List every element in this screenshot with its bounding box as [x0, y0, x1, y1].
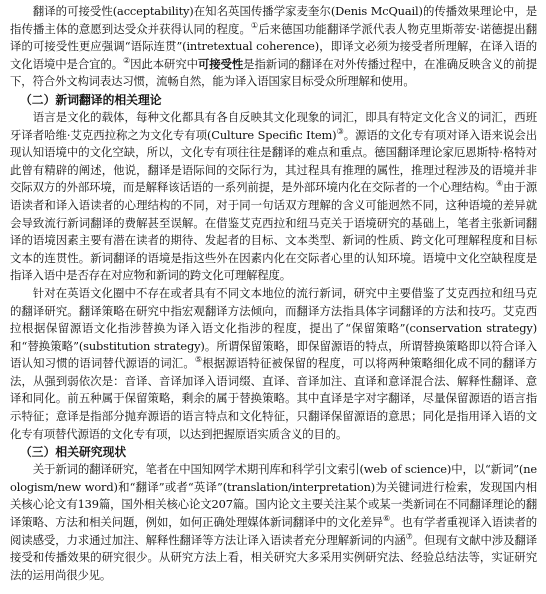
bold-term: 可接受性 — [197, 56, 244, 71]
paragraph-acceptability — [10, 3, 537, 91]
section-heading-theory: （二）新词翻译的相关理论 — [20, 92, 162, 107]
section-heading-research-status: （三）相关研究现状 — [20, 445, 127, 460]
text-span: 关于新词的翻译研究，笔者在中国知网学术期刊库和科学引文索引(web of science)中，以“新词”(neologism/new word)和“翻译”或者“英译”(translation/interpretation)为关键词进行检索，发现国内相关核心论文有139篇，国外相关核心论文207篇。国内论文主要关注某个或某一类新词在不同翻译理论的翻译策略、方法和相关问题，例如，如何正确处理媒体新词翻译中的文化差异 — [10, 462, 537, 530]
footnote-ref[interactable]: ⑥ — [383, 514, 391, 524]
footnote-ref[interactable]: ⑤ — [194, 355, 203, 365]
text-span: 针对在英语文化圈中不存在或者具有不同文本地位的流行新词，研究中主要借鉴了艾克西拉和纽马克的翻译研究。翻译策略在研究中指宏观翻译方法倾向，而翻译方法指具体字词翻译的方法和技巧。艾克西拉根据保留源语文化指涉替换为译入语文化指涉的程度，提出了“保留策略”(conservation strategy)和“替换策略”(substitution strategy)。所谓保留策略，即保留源语的特点，所谓替换策略即以符合译入语认知习惯的语词替代源语的词汇。 — [10, 285, 537, 371]
text-span: 根据源语特征被保留的程度，可以将两种策略细化成不同的翻译方法，从强到弱依次是：音译、音译加译入语词缀、直译、音译加注、直译和意译混合法、解释性翻译、意译和同化。前五种属于保留策略，剩余的属于替换策略。其中直译是字对字翻译，尽量保留源语的语言指示特征；意译是指部分抛弃源语的语言特点和文化特征，只翻译保留源语的意思；同化是指用译入语的文化专有项替代源语的文化专有项，以达到把握原语实质含义的目的。 — [10, 356, 537, 441]
text-span: 翻译的可接受性(acceptability)在知名英国传播学家麦奎尔(Denis McQuail)的传播效果理论中，是指传播主体的意愿到达受众并获得认同的程度。 — [10, 4, 537, 36]
footnote-ref[interactable]: ⑦ — [405, 531, 413, 541]
text-span: 因此本研究中 — [130, 56, 198, 71]
text-span: 。源语的文化专有项对译入语来说会出现认知语境中的文化空缺，所以，文化专有项往往是翻译的难点和重点。德国翻译理论家厄恩斯特·格特对此曾有精辟的阐述，他说，翻译是语际间的交际行为，其过程具有推理的属性，推理过程涉及的语境并非交际双方的外部环境，而是解释该话语的一系列前提，是外部环境内化在交际者的一个心理结构。 — [10, 127, 537, 195]
paragraph-translation-strategies — [10, 285, 537, 443]
footnote-ref[interactable]: ① — [250, 20, 259, 30]
text-span: 由于源语读者和译入语读者的心理结构的不同，对于同一句话双方理解的含义可能迥然不同，这种语境的差异就会导致流行新词翻译的费解甚至误解。在借鉴艾克西拉和纽马克关于语境研究的基础上，笔者主张新词翻译的语境因素主要有潜在读者的期待、发起者的目标、文本类型、新词的性质、跨文化可理解程度和目标文本的连贯性。新词翻译的语境是指这些外在因素内化在交际者心里的认知环境。语境中文化空缺程度是指译入语中是否存在对应物和新词的跨文化可理解程度。 — [10, 180, 537, 283]
footnote-ref[interactable]: ③ — [336, 126, 344, 136]
text-span: 语言是文化的载体，每种文化都具有各自反映其文化现象的词汇，即具有特定文化含义的词汇，西班牙译者哈维·艾克西拉称之为文化专有项(Culture Specific Item) — [10, 109, 537, 142]
paragraph-culture-specific-items — [10, 109, 537, 285]
text-span: 是指新词的翻译在对外传播过程中，在准确反映含义的前提下，符合外文构词表达习惯，流畅自然，能为译入语国家目标受众所理解和使用。 — [10, 56, 537, 89]
footnote-ref[interactable]: ② — [123, 55, 131, 65]
text-span: 后来德国功能翻译学派代表人物克里斯蒂安·诺德提出翻译的可接受性更应强调“语际连贯”(intretextual coherence)，即译文必须为接受者所理解，在译入语的文化语境中是合宜的。 — [10, 21, 537, 71]
text-span: 。但现有文献中涉及翻译接受和传播效果的研究很少。从研究方法上看，相关研究大多采用实例研究法、经验总结法等，实证研究法的运用尚很少见。 — [10, 532, 537, 582]
footnote-ref[interactable]: ④ — [496, 179, 504, 189]
text-span: 。也有学者重视译入语读者的阅读感受，力求通过加注、解释性翻译等方法让译入语读者充分理解新词的内涵 — [10, 515, 537, 547]
paragraph-research-status — [10, 461, 537, 584]
